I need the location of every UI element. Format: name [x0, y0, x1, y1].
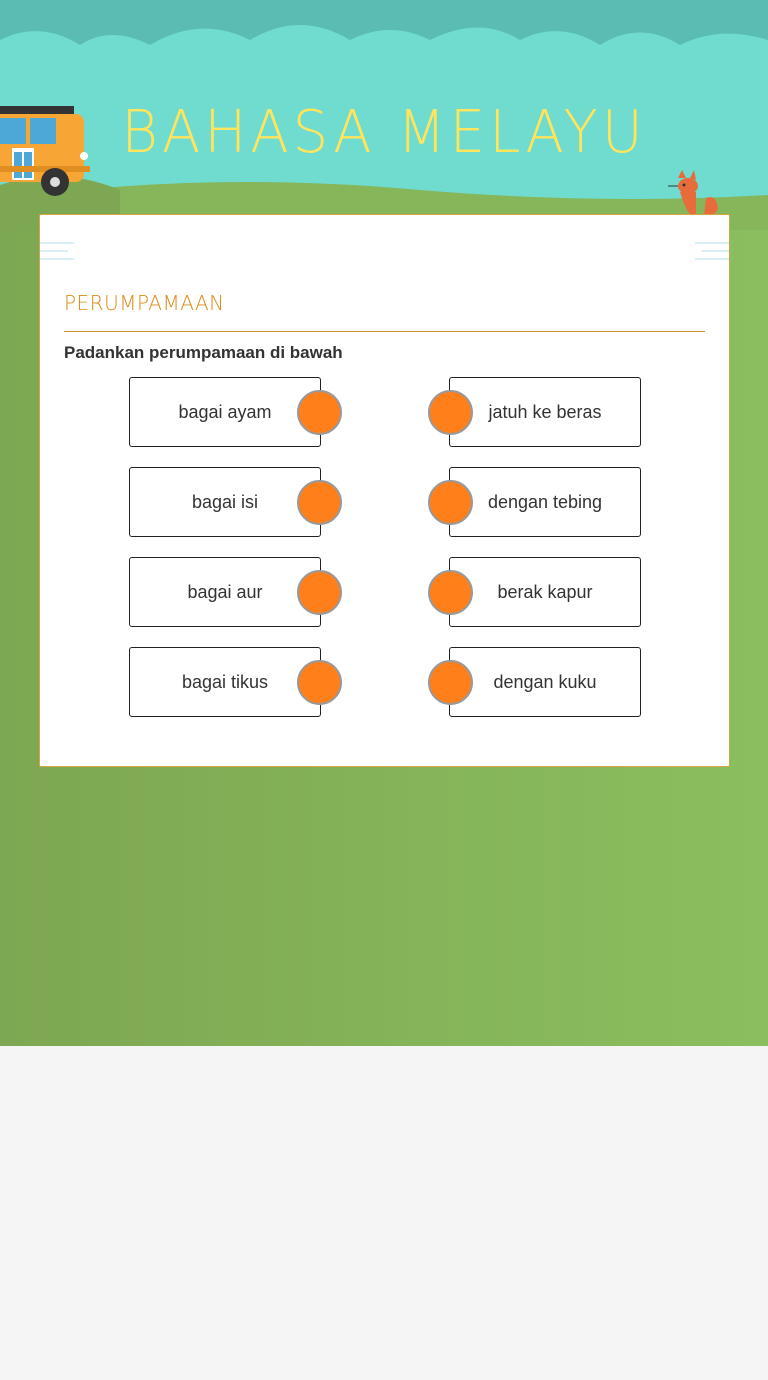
school-bus-illustration: [0, 96, 98, 200]
connector-dot[interactable]: [428, 390, 473, 435]
left-item-label: bagai tikus: [181, 671, 269, 692]
connector-dot[interactable]: [297, 570, 342, 615]
card-decoration-left: [40, 239, 80, 263]
fox-illustration: [664, 168, 724, 218]
left-item-label: bagai isi: [191, 491, 259, 512]
right-item-2[interactable]: [449, 467, 641, 537]
connector-dot[interactable]: [428, 660, 473, 705]
right-item-label: berak kapur: [497, 581, 593, 602]
right-item-3[interactable]: [449, 557, 641, 627]
left-item-2[interactable]: [129, 467, 321, 537]
section-title: PERUMPAMAAN: [64, 291, 225, 315]
right-item-label: dengan tebing: [487, 491, 603, 512]
connector-dot[interactable]: [428, 480, 473, 525]
app-title: BAHASA MELAYU: [121, 98, 647, 167]
left-item-4[interactable]: [129, 647, 321, 717]
left-item-label: bagai ayam: [178, 401, 272, 422]
right-item-label: jatuh ke beras: [488, 401, 602, 422]
connector-dot[interactable]: [428, 570, 473, 615]
right-item-1[interactable]: [449, 377, 641, 447]
instruction-text: Padankan perumpamaan di bawah: [64, 343, 343, 362]
connector-dot[interactable]: [297, 390, 342, 435]
right-item-label: dengan kuku: [493, 671, 597, 692]
card-decoration-right: [689, 239, 729, 263]
left-item-1[interactable]: [129, 377, 321, 447]
activity-card: [39, 214, 730, 767]
right-item-4[interactable]: [449, 647, 641, 717]
connector-dot[interactable]: [297, 480, 342, 525]
connector-dot[interactable]: [297, 660, 342, 705]
section-divider: [64, 331, 705, 332]
left-item-label: bagai aur: [187, 581, 263, 602]
left-item-3[interactable]: [129, 557, 321, 627]
